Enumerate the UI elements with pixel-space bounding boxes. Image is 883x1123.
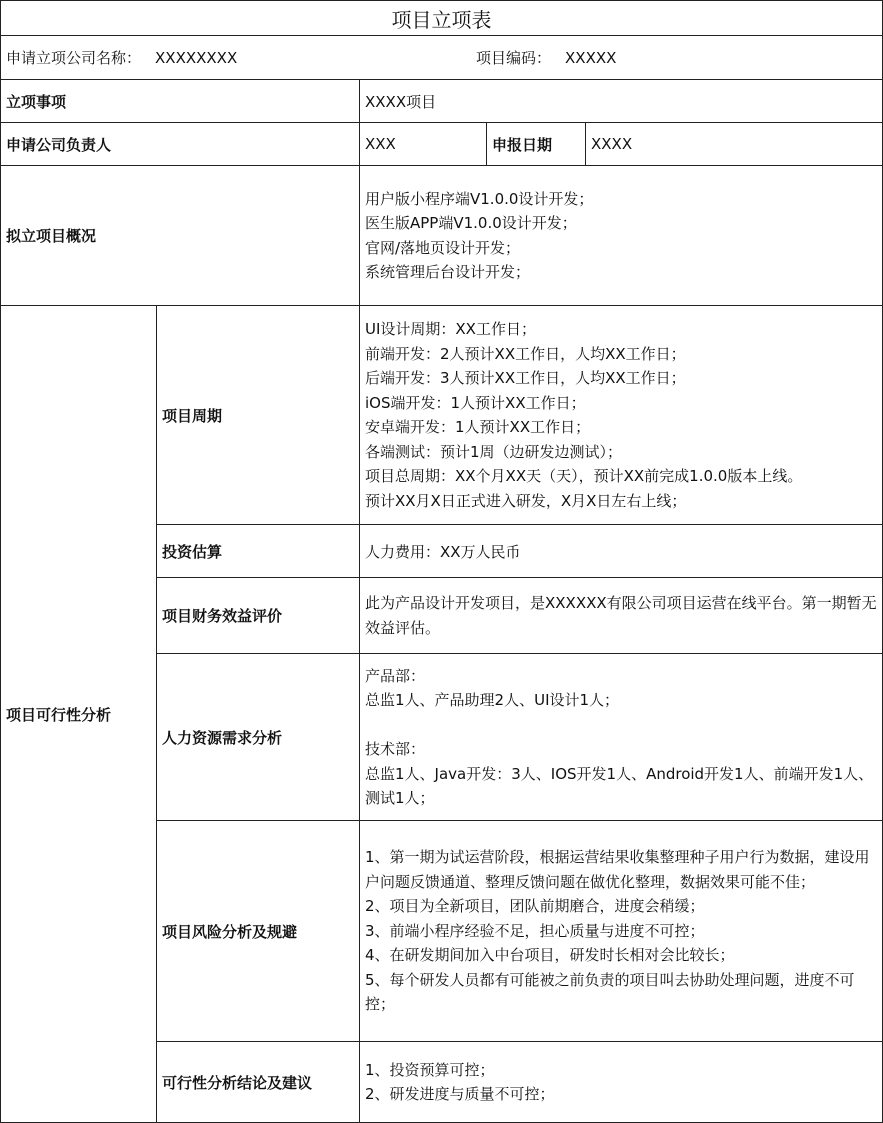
invest-label: 投资估算 <box>157 525 360 578</box>
financial-label: 项目财务效益评价 <box>157 578 360 654</box>
risk-line: 4、在研发期间加入中台项目，研发时长相对会比较长； <box>365 946 735 965</box>
overview-content <box>360 166 883 306</box>
conclusion-line: 1、投资预算可控； <box>365 1060 495 1079</box>
hr-line: 产品部： <box>365 666 426 685</box>
project-code-group <box>476 47 616 68</box>
conclusion-content <box>360 1042 883 1123</box>
risk-label: 项目风险分析及规避 <box>157 821 360 1042</box>
risk-line: 2、项目为全新项目，团队前期磨合，进度会稍缓； <box>365 897 705 916</box>
conclusion-label: 可行性分析结论及建议 <box>157 1042 360 1123</box>
cycle-line: 安卓端开发：1人预计XX工作日； <box>365 418 591 436</box>
cycle-line: 预计XX月X日正式进入研发，X月X日左右上线； <box>365 491 687 510</box>
conclusion-line: 2、研发进度与质量不可控； <box>365 1085 555 1103</box>
hr-line: 技术部： <box>365 740 426 758</box>
company-info-cell <box>1 36 883 80</box>
report-date-value: XXXX <box>586 123 883 166</box>
overview-line: 系统管理后台设计开发； <box>365 263 531 281</box>
responsible-value: XXX <box>360 123 487 166</box>
risk-line: 5、每个研发人员都有可能被之前负责的项目叫去协助处理问题，进度不可控； <box>365 970 855 1014</box>
responsible-label: 申请公司负责人 <box>1 123 360 166</box>
feasibility-label: 项目可行性分析 <box>1 306 157 1123</box>
cycle-line: 项目总周期：XX个月XX天（天），预计XX前完成1.0.0版本上线。 <box>365 467 803 485</box>
cycle-line: 各端测试：预计1周（边研发边测试）； <box>365 442 623 461</box>
risk-content <box>360 821 883 1042</box>
report-date-label: 申报日期 <box>487 123 586 166</box>
cycle-line: iOS端开发：1人预计XX工作日； <box>365 393 586 412</box>
cycle-label: 项目周期 <box>157 306 360 525</box>
cycle-line: 后端开发：3人预计XX工作日，人均XX工作日； <box>365 369 686 387</box>
form-title: 项目立项表 <box>1 1 883 36</box>
risk-line: 3、前端小程序经验不足，担心质量与进度不可控； <box>365 921 705 940</box>
invest-value: 人力费用：XX万人民币 <box>360 525 883 578</box>
cycle-line: UI设计周期：XX工作日； <box>365 320 536 338</box>
company-name-group <box>6 47 476 68</box>
overview-line: 医生版APP端V1.0.0设计开发； <box>365 214 577 232</box>
hr-content <box>360 654 883 821</box>
project-code-label: 项目编码： <box>476 49 552 67</box>
project-code-value: XXXXX <box>565 49 617 67</box>
cycle-content <box>360 306 883 525</box>
hr-line: 总监1人、Java开发：3人、IOS开发1人、Android开发1人、前端开发1人、测试1人； <box>365 764 874 807</box>
hr-line <box>365 713 877 738</box>
financial-value: 此为产品设计开发项目，是XXXXXX有限公司项目运营在线平台。第一期暂无效益评估。 <box>360 578 883 654</box>
item-value: XXXX项目 <box>360 80 883 123</box>
company-name-value: XXXXXXXX <box>155 49 238 67</box>
hr-line: 总监1人、产品助理2人、UI设计1人； <box>365 691 620 709</box>
overview-label: 拟立项目概况 <box>1 166 360 306</box>
risk-line: 1、第一期为试运营阶段，根据运营结果收集整理种子用户行为数据，建设用户问题反馈通道、整理反馈问题在做优化整理，数据效果可能不佳； <box>365 848 870 891</box>
overview-line: 用户版小程序端V1.0.0设计开发； <box>365 189 594 208</box>
overview-line: 官网/落地页设计开发； <box>365 238 521 257</box>
company-name-label: 申请立项公司名称： <box>6 49 142 67</box>
hr-label: 人力资源需求分析 <box>157 654 360 821</box>
item-label: 立项事项 <box>1 80 360 123</box>
cycle-line: 前端开发：2人预计XX工作日，人均XX工作日； <box>365 344 686 363</box>
